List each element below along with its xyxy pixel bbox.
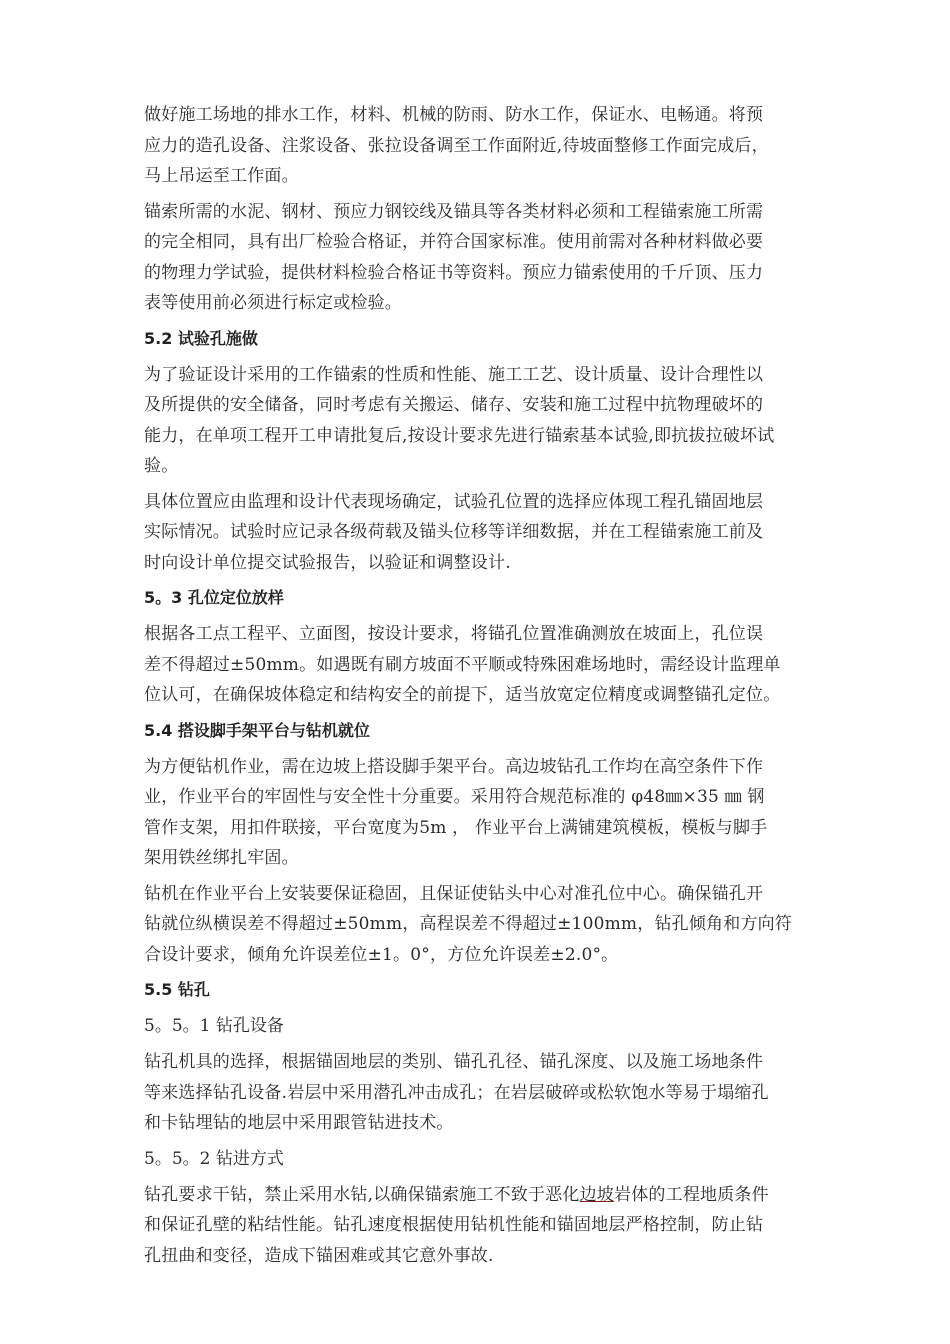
subsection-heading-5-5-1: 5。5。1 钻孔设备 (144, 1016, 284, 1036)
text-line: 为方便钻机作业，需在边坡上搭设脚手架平台。高边坡钻孔工作均在高空条件下作 (144, 756, 764, 777)
section-heading-5-2: 5.2 试验孔施做 (144, 328, 258, 348)
text-line: 等来选择钻孔设备.岩层中采用潜孔冲击成孔；在岩层破碎或松软饱水等易于塌缩孔 (144, 1082, 769, 1103)
text-line: 钻孔机具的选择，根据锚固地层的类别、锚孔孔径、锚孔深度、以及施工场地条件 (144, 1052, 764, 1072)
section-heading-5-4: 5.4 搭设脚手架平台与钻机就位 (144, 720, 370, 740)
text-line: 表等使用前必须进行标定或检验。 (144, 293, 402, 313)
text-line: 合设计要求，倾角允许误差位±1。0°，方位允许误差±2.0°。 (144, 944, 619, 965)
text-line: 具体位置应由监理和设计代表现场确定，试验孔位置的选择应体现工程孔锚固地层 (144, 491, 764, 512)
text-line: 能力，在单项工程开工申请批复后,按设计要求先进行锚索基本试验,即抗拔拉破坏试 (144, 425, 775, 446)
text-segment: 岩体的工程地质条件 (614, 1184, 769, 1205)
text-line: 的完全相同，具有出厂检验合格证，并符合国家标准。使用前需对各种材料做必要 (144, 232, 764, 252)
text-line: 实际情况。试验时应记录各级荷载及锚头位移等详细数据，并在工程锚索施工前及 (144, 522, 764, 542)
text-line: 应力的造孔设备、注浆设备、张拉设备调至工作面附近,待坡面整修工作面完成后， (144, 135, 769, 156)
text-line: 的物理力学试验，提供材料检验合格证书等资料。预应力锚索使用的千斤顶、压力 (144, 262, 764, 283)
paragraph-hole-positioning (144, 619, 812, 711)
section-heading-5-5: 5.5 钻孔 (144, 980, 210, 999)
text-line: 管作支架，用扣件联接，平台宽度为5m ， 作业平台上满铺建筑模板，模板与脚手 (144, 817, 768, 838)
text-line: 差不得超过±50mm。如遇既有刷方坡面不平顺或特殊困难场地时，需经设计监理单 (144, 654, 781, 675)
text-line (144, 1180, 812, 1211)
underlined-term: 边坡 (579, 1184, 615, 1205)
text-line: 钻就位纵横误差不得超过±50mm，高程误差不得超过±100mm，钻孔倾角和方向符 (144, 914, 793, 934)
text-line: 位认可，在确保坡体稳定和结构安全的前提下，适当放宽定位精度或调整锚孔定位。 (144, 685, 781, 705)
text-line: 时向设计单位提交试验报告，以验证和调整设计. (144, 552, 511, 573)
text-line: 锚索所需的水泥、钢材、预应力钢铰线及锚具等各类材料必须和工程锚索施工所需 (144, 201, 764, 222)
paragraph-test-hole-purpose (144, 360, 812, 482)
section-heading-5-3: 5。3 孔位定位放样 (144, 588, 284, 607)
paragraph-materials (144, 197, 812, 319)
paragraph-scaffold-platform (144, 752, 812, 874)
text-line: 马上吊运至工作面。 (144, 166, 299, 186)
text-line: 和保证孔壁的粘结性能。钻孔速度根据使用钻机性能和锚固地层严格控制，防止钻 (144, 1215, 764, 1235)
document-body (144, 100, 812, 1276)
paragraph-drilling-method (144, 1180, 812, 1272)
text-line: 验。 (144, 456, 179, 476)
subsection-heading-5-5-2: 5。5。2 钻进方式 (144, 1148, 284, 1169)
text-line: 业，作业平台的牢固性与安全性十分重要。采用符合规范标准的 φ48㎜×35 ㎜ 钢 (144, 787, 765, 807)
text-line: 做好施工场地的排水工作，材料、机械的防雨、防水工作，保证水、电畅通。将预 (144, 105, 764, 125)
text-line: 钻机在作业平台上安装要保证稳固，且保证使钻头中心对准孔位中心。确保锚孔开 (144, 883, 764, 904)
text-line: 及所提供的安全储备，同时考虑有关搬运、储存、安装和施工过程中抗物理破坏的 (144, 395, 764, 415)
text-line: 和卡钻埋钻的地层中采用跟管钻进技术。 (144, 1113, 454, 1133)
paragraph-site-preparation (144, 100, 812, 192)
paragraph-test-hole-location (144, 487, 812, 579)
paragraph-drill-installation (144, 879, 812, 971)
paragraph-drilling-equipment (144, 1047, 812, 1139)
text-line: 根据各工点工程平、立面图，按设计要求，将锚孔位置准确测放在坡面上，孔位误 (144, 624, 764, 644)
text-line: 孔扭曲和变径，造成下锚困难或其它意外事故. (144, 1245, 494, 1266)
text-line: 为了验证设计采用的工作锚索的性质和性能、施工工艺、设计质量、设计合理性以 (144, 364, 764, 385)
text-line: 架用铁丝绑扎牢固。 (144, 848, 299, 868)
text-segment: 钻孔要求干钻，禁止采用水钻,以确保锚索施工不致于恶化 (144, 1184, 580, 1205)
